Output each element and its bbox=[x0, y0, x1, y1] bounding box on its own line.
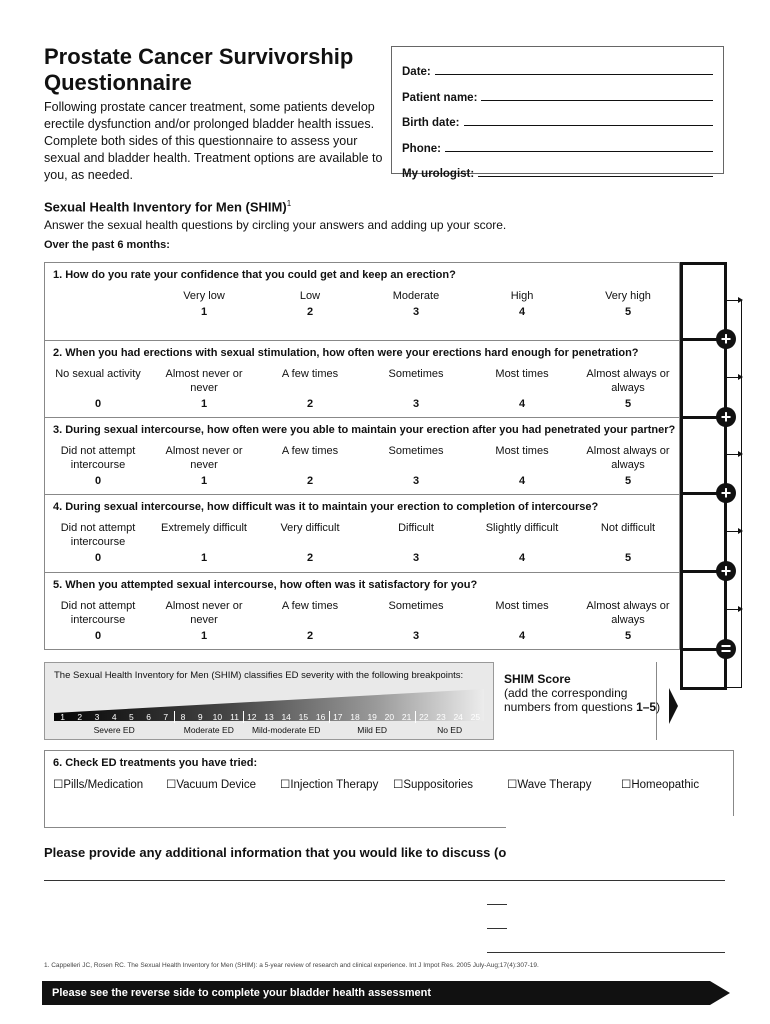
answer-option-value[interactable]: 4 bbox=[518, 475, 526, 487]
answer-option-label[interactable]: Did not attempt intercourse bbox=[60, 522, 136, 548]
ed-treatment-option[interactable] bbox=[280, 777, 378, 791]
ed-treatment-option[interactable] bbox=[393, 777, 473, 791]
question-text: 2. When you had erections with sexual stimulation, how often were your erections hard enough for penetration? bbox=[53, 347, 639, 359]
severity-score-number: 25 bbox=[470, 712, 481, 722]
severity-score-number: 15 bbox=[298, 712, 309, 722]
answer-option-label[interactable]: Almost always or always bbox=[586, 445, 670, 471]
score-arrow-icon bbox=[727, 300, 741, 301]
answer-option-value[interactable]: 3 bbox=[412, 552, 420, 564]
answer-option-label[interactable]: Sometimes bbox=[388, 445, 444, 457]
answer-option-value[interactable]: 5 bbox=[624, 630, 632, 642]
intro-text: Following prostate cancer treatment, some patients develop erectile dysfunction and/or prolonged bladder health issues. Complete both sides of this questionnaire to assess your sexual and bladder health. Treatment options are available to you, as needed. bbox=[44, 100, 383, 182]
birth-date-field-row bbox=[402, 104, 713, 129]
ed-treatment-option[interactable] bbox=[621, 777, 699, 791]
severity-score-number: 2 bbox=[77, 712, 83, 722]
severity-score-number: 5 bbox=[129, 712, 134, 722]
ed-treatments-question: 6. Check ED treatments you have tried: bbox=[53, 757, 258, 769]
answer-option-label[interactable]: Moderate bbox=[392, 290, 440, 302]
answer-option-label[interactable]: Extremely difficult bbox=[161, 522, 247, 534]
severity-score-number: 14 bbox=[281, 712, 291, 722]
severity-band-label: Moderate ED bbox=[183, 725, 234, 735]
checkbox-icon[interactable]: ☐ bbox=[166, 779, 177, 791]
answer-option-value[interactable]: 1 bbox=[200, 306, 208, 318]
severity-score-number: 10 bbox=[212, 712, 223, 722]
answer-option-label[interactable]: A few times bbox=[281, 600, 339, 612]
answer-option-value[interactable]: 0 bbox=[94, 552, 102, 564]
question-4 bbox=[45, 495, 681, 573]
severity-score-number: 6 bbox=[146, 712, 151, 722]
answer-option-value[interactable]: 4 bbox=[518, 552, 526, 564]
answer-option-label[interactable]: Slightly difficult bbox=[485, 522, 559, 534]
score-pointer-arrow bbox=[669, 688, 678, 724]
additional-info-line-1[interactable] bbox=[44, 880, 725, 881]
plus-icon: + bbox=[716, 329, 736, 349]
checkbox-icon[interactable]: ☐ bbox=[393, 779, 404, 791]
answer-option-value[interactable]: 4 bbox=[518, 398, 526, 410]
phone-label: Phone: bbox=[402, 142, 441, 155]
severity-band-label: No ED bbox=[437, 725, 463, 735]
shim-questions-box bbox=[44, 262, 680, 650]
answer-option-label[interactable]: Most times bbox=[495, 445, 549, 457]
answer-option-value[interactable]: 5 bbox=[624, 306, 632, 318]
severity-score-number: 9 bbox=[197, 712, 203, 722]
answer-option-value[interactable]: 2 bbox=[306, 398, 314, 410]
phone-field-row bbox=[402, 129, 713, 154]
severity-band-separator bbox=[243, 711, 244, 723]
shim-score-label bbox=[504, 672, 660, 714]
shim-score-desc-suffix: ) bbox=[656, 700, 661, 714]
patient-name-field-row bbox=[402, 78, 713, 103]
date-field-row bbox=[402, 53, 713, 78]
severity-scale-title: The Sexual Health Inventory for Men (SHIM) classifies ED severity with the following breakpoints: bbox=[54, 670, 464, 681]
question-2 bbox=[45, 341, 681, 418]
question-5 bbox=[45, 573, 681, 651]
severity-score-number: 20 bbox=[384, 712, 395, 722]
question-text: 4. During sexual intercourse, how difficult was it to maintain your erection to completion of intercourse? bbox=[53, 501, 599, 513]
score-arrow-icon bbox=[727, 609, 741, 610]
score-return-line bbox=[727, 687, 741, 688]
answer-option-value[interactable]: 3 bbox=[412, 630, 420, 642]
answer-option-value[interactable]: 1 bbox=[200, 398, 208, 410]
answer-option-label[interactable]: Sometimes bbox=[388, 600, 444, 612]
question-text: 1. How do you rate your confidence that you could get and keep an erection? bbox=[53, 269, 456, 281]
footnote: 1. Cappelleri JC, Rosen RC. The Sexual Health Inventory for Men (SHIM): a 5-year review of research and clinical experience. Int J Impot Res. 2005 July-Aug;17(4):307-19. bbox=[44, 962, 539, 969]
answer-option-value[interactable]: 2 bbox=[306, 630, 314, 642]
equals-icon: = bbox=[716, 639, 736, 659]
date-label: Date: bbox=[402, 66, 431, 79]
answer-option-value[interactable]: 5 bbox=[624, 552, 632, 564]
answer-option-label[interactable]: Very high bbox=[605, 290, 651, 302]
answer-option-value[interactable]: 4 bbox=[518, 306, 526, 318]
ed-treatment-option[interactable] bbox=[507, 777, 591, 791]
additional-info-line-2[interactable] bbox=[487, 904, 507, 905]
answer-option-label[interactable]: Most times bbox=[495, 600, 549, 612]
score-arrow-icon bbox=[727, 531, 741, 532]
page-title: Prostate Cancer Survivorship Questionnaire bbox=[44, 44, 354, 95]
answer-option-label[interactable]: Did not attempt intercourse bbox=[60, 445, 136, 471]
ed-treatment-label: Pills/Medication bbox=[63, 779, 144, 791]
additional-info-line-4[interactable] bbox=[487, 952, 725, 953]
shim-heading bbox=[44, 199, 291, 214]
checkbox-icon[interactable]: ☐ bbox=[280, 779, 291, 791]
answer-option-value[interactable]: 4 bbox=[518, 630, 526, 642]
phone-input-line[interactable] bbox=[445, 140, 713, 152]
checkbox-icon[interactable]: ☐ bbox=[621, 779, 632, 791]
period-label: Over the past 6 months: bbox=[44, 239, 170, 251]
urologist-input-line[interactable] bbox=[478, 165, 713, 177]
severity-score-number: 12 bbox=[247, 712, 257, 722]
plus-icon: + bbox=[716, 561, 736, 581]
ed-treatment-label: Injection Therapy bbox=[290, 779, 379, 791]
answer-option-label[interactable]: Very difficult bbox=[280, 522, 340, 534]
severity-score-number: 24 bbox=[453, 712, 463, 722]
additional-info-prompt: Please provide any additional information that you would like to discuss (o bbox=[44, 845, 506, 860]
severity-score-number: 22 bbox=[419, 712, 429, 722]
shim-footnote-ref: 1 bbox=[286, 199, 292, 208]
ed-treatment-label: Vacuum Device bbox=[176, 779, 256, 791]
ed-treatment-option[interactable] bbox=[166, 777, 256, 791]
answer-option-value[interactable]: 2 bbox=[306, 475, 314, 487]
severity-score-number: 19 bbox=[367, 712, 377, 722]
answer-option-value[interactable]: 5 bbox=[624, 475, 632, 487]
answer-option-label[interactable]: High bbox=[510, 290, 534, 302]
shim-score-desc-prefix: numbers from questions bbox=[504, 700, 637, 714]
severity-band-label: Severe ED bbox=[93, 725, 135, 735]
answer-option-value[interactable]: 2 bbox=[306, 552, 314, 564]
reverse-side-banner: Please see the reverse side to complete your bladder health assessment bbox=[42, 981, 710, 1005]
severity-score-number: 4 bbox=[111, 712, 117, 722]
answer-option-label[interactable]: Almost always or always bbox=[586, 368, 670, 394]
score-column bbox=[680, 262, 727, 690]
answer-option-label[interactable]: Almost never or never bbox=[165, 445, 243, 471]
severity-score-number: 1 bbox=[60, 712, 65, 722]
checkbox-icon[interactable]: ☐ bbox=[53, 779, 64, 791]
answer-option-label[interactable]: Difficult bbox=[398, 522, 434, 534]
patient-info-box bbox=[391, 46, 724, 180]
answer-option-value[interactable]: 1 bbox=[200, 552, 208, 564]
severity-band-label: Mild ED bbox=[357, 725, 388, 735]
answer-option-label[interactable]: Sometimes bbox=[388, 368, 444, 380]
severity-scale-box bbox=[44, 662, 494, 740]
answer-option-label[interactable]: Most times bbox=[495, 368, 549, 380]
answer-option-value[interactable]: 2 bbox=[306, 306, 314, 318]
shim-score-desc-range: 1–5 bbox=[636, 700, 657, 714]
answer-option-value[interactable]: 5 bbox=[624, 398, 632, 410]
severity-band-separator bbox=[174, 711, 175, 723]
severity-score-number: 21 bbox=[401, 712, 412, 722]
score-bracket-line bbox=[741, 300, 742, 688]
severity-band-label: Mild-moderate ED bbox=[251, 725, 321, 735]
question-text: 5. When you attempted sexual intercourse, how often was it satisfactory for you? bbox=[53, 579, 478, 591]
additional-info-line-3[interactable] bbox=[487, 928, 507, 929]
score-arrow-icon bbox=[727, 454, 741, 455]
severity-score-number: 13 bbox=[264, 712, 274, 722]
severity-score-number: 3 bbox=[94, 712, 100, 722]
answer-option-label[interactable]: A few times bbox=[281, 445, 339, 457]
ed-treatment-label: Homeopathic bbox=[631, 779, 700, 791]
ed-box-bottom-border bbox=[44, 827, 506, 828]
answer-option-value[interactable]: 3 bbox=[412, 306, 420, 318]
shim-score-desc-2 bbox=[504, 700, 660, 714]
severity-band-separator bbox=[329, 711, 330, 723]
shim-score-desc-1: (add the corresponding bbox=[504, 686, 628, 700]
shim-instructions: Answer the sexual health questions by circling your answers and adding up your score. bbox=[44, 218, 507, 232]
ed-treatments-box bbox=[44, 750, 734, 828]
ed-box-right-border bbox=[733, 750, 734, 816]
severity-score-numbers bbox=[54, 710, 484, 723]
plus-icon: + bbox=[716, 407, 736, 427]
answer-option-label[interactable]: Low bbox=[299, 290, 321, 302]
answer-option-value[interactable]: 3 bbox=[412, 475, 420, 487]
ed-treatment-label: Wave Therapy bbox=[517, 779, 592, 791]
score-arrow-icon bbox=[727, 377, 741, 378]
severity-score-number: 11 bbox=[230, 712, 239, 722]
question-1 bbox=[45, 263, 681, 341]
severity-score-number: 8 bbox=[180, 712, 186, 722]
patient-name-input-line[interactable] bbox=[481, 89, 713, 101]
answer-option-label[interactable]: No sexual activity bbox=[55, 368, 141, 380]
severity-score-number: 23 bbox=[436, 712, 446, 722]
question-text: 3. During sexual intercourse, how often were you able to maintain your erection after you had penetrated your partner? bbox=[53, 424, 676, 436]
severity-score-number: 7 bbox=[163, 712, 169, 722]
shim-score-title: SHIM Score bbox=[504, 672, 571, 686]
answer-option-value[interactable]: 0 bbox=[94, 398, 102, 410]
checkbox-icon[interactable]: ☐ bbox=[507, 779, 518, 791]
date-input-line[interactable] bbox=[435, 63, 713, 75]
answer-option-value[interactable]: 1 bbox=[200, 475, 208, 487]
answer-option-label[interactable]: Almost never or never bbox=[165, 600, 243, 626]
severity-band-separator bbox=[415, 711, 416, 723]
birth-date-input-line[interactable] bbox=[464, 114, 714, 126]
answer-option-label[interactable]: Not difficult bbox=[600, 522, 656, 534]
patient-name-label: Patient name: bbox=[402, 91, 478, 104]
answer-option-value[interactable]: 1 bbox=[200, 630, 208, 642]
ed-treatment-option[interactable] bbox=[53, 777, 143, 791]
severity-score-number: 18 bbox=[350, 712, 360, 722]
answer-option-label[interactable]: A few times bbox=[281, 368, 339, 380]
answer-option-label[interactable]: Very low bbox=[183, 290, 225, 302]
answer-option-label[interactable]: Almost never or never bbox=[165, 368, 243, 394]
answer-option-label[interactable]: Did not attempt intercourse bbox=[60, 600, 136, 626]
ed-treatment-label: Suppositories bbox=[403, 779, 473, 791]
birth-date-label: Birth date: bbox=[402, 117, 460, 130]
answer-option-value[interactable]: 3 bbox=[412, 398, 420, 410]
severity-score-number: 16 bbox=[315, 712, 326, 722]
answer-option-value[interactable]: 0 bbox=[94, 475, 102, 487]
answer-option-label[interactable]: Almost always or always bbox=[586, 600, 670, 626]
urologist-label: My urologist: bbox=[402, 167, 475, 180]
urologist-field-row bbox=[402, 155, 713, 180]
answer-option-value[interactable]: 0 bbox=[94, 630, 102, 642]
shim-heading-text: Sexual Health Inventory for Men (SHIM) bbox=[44, 199, 287, 215]
banner-arrow-tip bbox=[710, 981, 730, 1005]
severity-score-number: 17 bbox=[333, 712, 343, 722]
question-3 bbox=[45, 418, 681, 495]
plus-icon: + bbox=[716, 483, 736, 503]
